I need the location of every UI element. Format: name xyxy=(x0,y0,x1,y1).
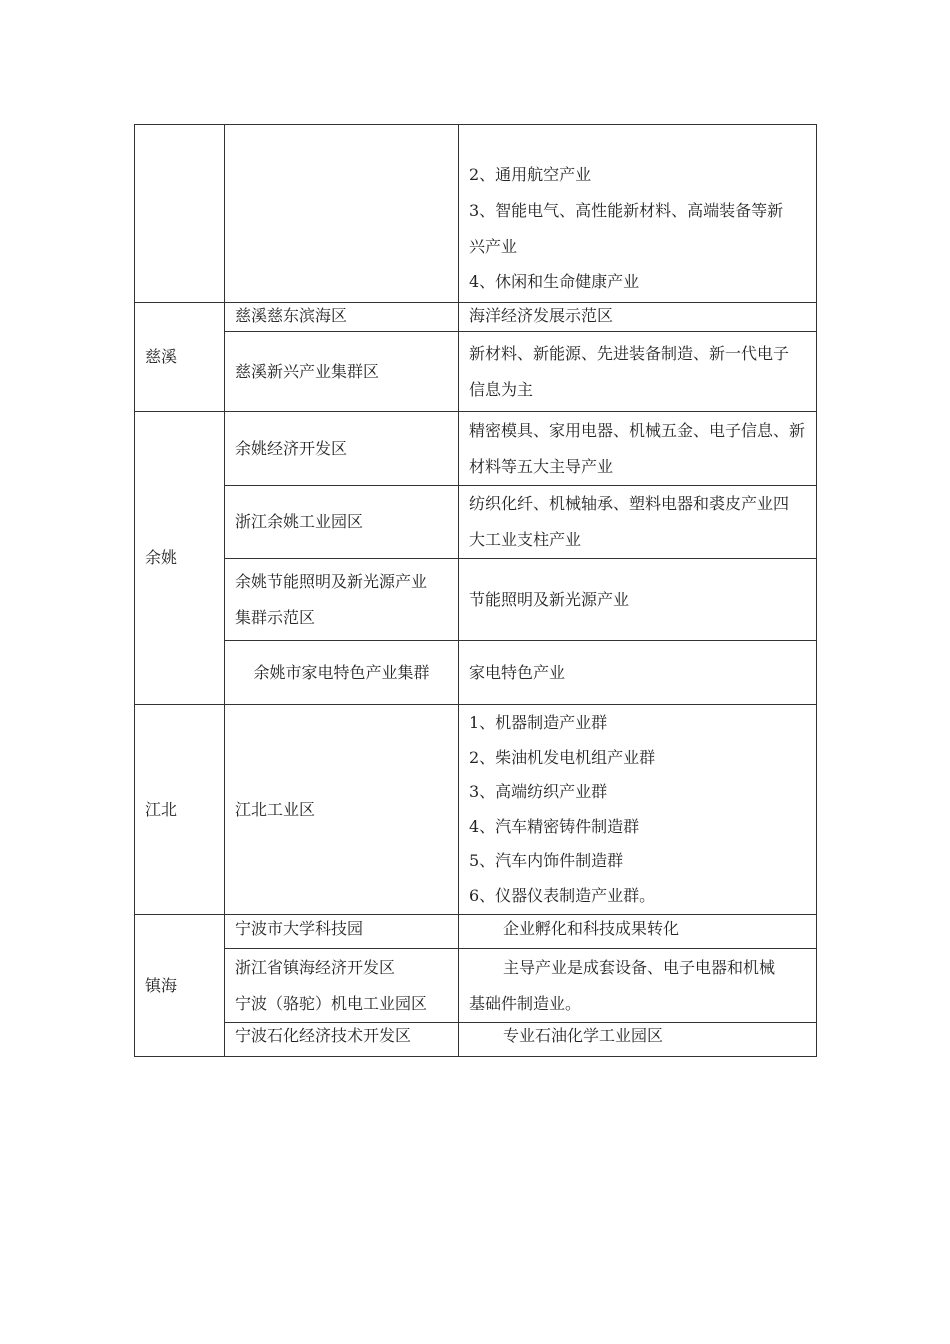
zone-cell: 慈溪新兴产业集群区 xyxy=(225,332,459,412)
table-row xyxy=(135,412,817,486)
zone-cell: 浙江省镇海经济开发区 宁波（骆驼）机电工业园区 xyxy=(225,949,459,1023)
industry-cell: 新材料、新能源、先进装备制造、新一代电子 信息为主 xyxy=(459,332,817,412)
zone-cell: 宁波市大学科技园 xyxy=(225,915,459,949)
table-row xyxy=(135,949,817,1023)
table-row xyxy=(135,486,817,559)
zone-cell: 宁波石化经济技术开发区 xyxy=(225,1023,459,1057)
table-row xyxy=(135,559,817,641)
industrial-zones-table xyxy=(134,124,817,1057)
table-row xyxy=(135,641,817,705)
industry-cell: 节能照明及新光源产业 xyxy=(459,559,817,641)
region-cell-zhenhai: 镇海 xyxy=(135,915,225,1057)
region-cell-cixi: 慈溪 xyxy=(135,303,225,412)
zone-cell xyxy=(225,125,459,303)
zone-cell: 浙江余姚工业园区 xyxy=(225,486,459,559)
zone-cell: 余姚经济开发区 xyxy=(225,412,459,486)
region-cell-yuyao: 余姚 xyxy=(135,412,225,705)
table-row xyxy=(135,125,817,303)
zone-cell: 慈溪慈东滨海区 xyxy=(225,303,459,332)
zone-cell: 余姚市家电特色产业集群 xyxy=(225,641,459,705)
industry-cell: 主导产业是成套设备、电子电器和机械 基础件制造业。 xyxy=(459,949,817,1023)
industry-cell: 纺织化纤、机械轴承、塑料电器和裘皮产业四 大工业支柱产业 xyxy=(459,486,817,559)
industry-cell: 海洋经济发展示范区 xyxy=(459,303,817,332)
region-cell-jiangbei: 江北 xyxy=(135,705,225,915)
zone-cell: 江北工业区 xyxy=(225,705,459,915)
industry-cell: 企业孵化和科技成果转化 xyxy=(459,915,817,949)
industry-cell: 精密模具、家用电器、机械五金、电子信息、新 材料等五大主导产业 xyxy=(459,412,817,486)
table-row xyxy=(135,332,817,412)
table-row xyxy=(135,1023,817,1057)
industry-cell: 家电特色产业 xyxy=(459,641,817,705)
industry-cell: 1、机器制造产业群 2、柴油机发电机组产业群 3、高端纺织产业群 4、汽车精密铸件制造群 5、汽车内饰件制造群 6、仪器仪表制造产业群。 xyxy=(459,705,817,915)
table-row xyxy=(135,303,817,332)
industry-cell: 2、通用航空产业 3、智能电气、高性能新材料、高端装备等新 兴产业 4、休闲和生命健康产业 xyxy=(459,125,817,303)
region-cell xyxy=(135,125,225,303)
zone-cell: 余姚节能照明及新光源产业 集群示范区 xyxy=(225,559,459,641)
table-row xyxy=(135,915,817,949)
industry-cell: 专业石油化学工业园区 xyxy=(459,1023,817,1057)
table-row xyxy=(135,705,817,915)
